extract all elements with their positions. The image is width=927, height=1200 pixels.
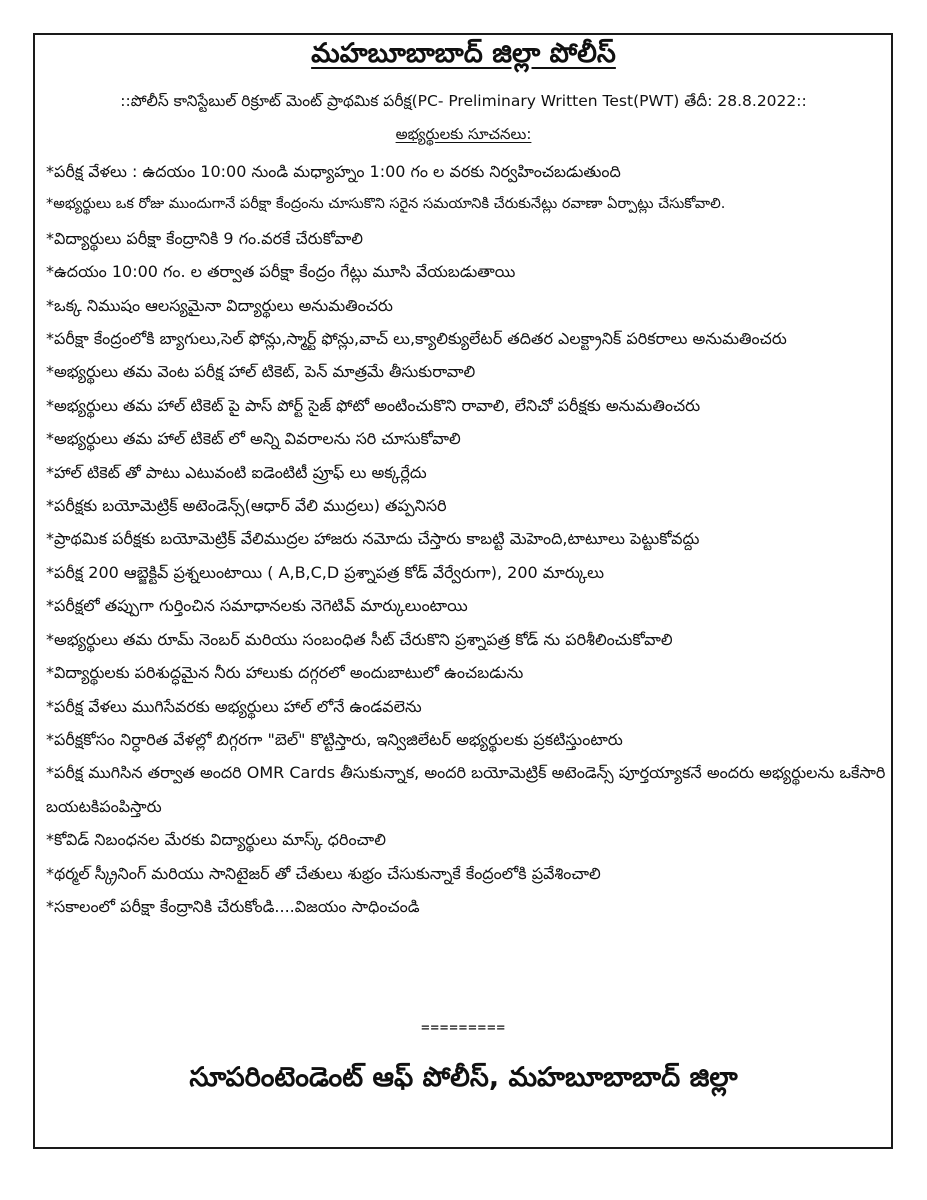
instruction-item: *పరీక్షకు బయోమెట్రిక్ అటెండెన్స్(ఆధార్ వేలి ముద్రలు) తప్పనిసరి xyxy=(46,496,447,516)
instruction-item: *పరీక్షలో తప్పుగా గుర్తించిన సమాధానలకు నెగెటివ్ మార్కులుంటాయి xyxy=(46,596,468,616)
instruction-item: *పరీక్షా కేంద్రంలోకి బ్యాగులు,సెల్ ఫోన్లు,స్మార్ట్ ఫోన్లు,వాచ్ లు,క్యాలిక్యులేటర్ తదితర ఎలక్ట్రానిక్ పరికరాలు అనుమతించరు xyxy=(46,329,787,349)
instruction-item: *పరీక్ష వేళలు ముగిసేవరకు అభ్యర్థులు హాల్ లోనే ఉండవలెను xyxy=(46,696,422,716)
instruction-item: *అభ్యర్థులు తమ రూమ్ నెంబర్ మరియు సంబంధిత సీట్ చేరుకొని ప్రశ్నాపత్ర కోడ్ ను పరిశీలించుకోవాలి xyxy=(46,629,673,649)
instruction-item: *ఉదయం 10:00 గం. ల తర్వాత పరీక్షా కేంద్రం గేట్లు మూసి వేయబడుతాయి xyxy=(46,262,516,282)
separator-line: ========= xyxy=(421,1020,506,1036)
instructions-list xyxy=(46,155,886,923)
notice-subtitle: ::పోలీస్ కానిస్టేబుల్ రిక్రూట్ మెంట్ ప్రాథమిక పరీక్ష(PC- Preliminary Written Test(PWT) తేదీ: 28.8.2022:: xyxy=(120,92,807,110)
signature-line: సూపరింటెండెంట్ ఆఫ్ పోలీస్, మహబూబాబాద్ జిల్లా xyxy=(189,1062,738,1093)
instruction-item: *ప్రాథమిక పరీక్షకు బయోమెట్రిక్ వేలిముద్రల హాజరు నమోదు చేస్తారు కాబట్టి మెహెంది,టాటూలు పెట్టుకోవద్దు xyxy=(46,529,700,549)
instruction-item: *పరీక్ష 200 ఆబ్జెక్టివ్ ప్రశ్నలుంటాయి ( A,B,C,D ప్రశ్నాపత్ర కోడ్ వేర్వేరుగా), 200 మార్కులు xyxy=(46,562,604,582)
instruction-item: *థర్మల్ స్క్రీనింగ్ మరియు సానిటైజర్ తో చేతులు శుభ్రం చేసుకున్నాకే కేంద్రంలోకి ప్రవేశించాలి xyxy=(46,863,601,883)
instruction-item: *అభ్యర్థులు తమ వెంట పరీక్ష హాల్ టికెట్, పెన్ మాత్రమే తీసుకురావాలి xyxy=(46,362,476,382)
instruction-item: *కోవిడ్ నిబంధనల మేరకు విద్యార్థులు మాస్క్ ధరించాలి xyxy=(46,830,386,850)
instruction-item: *హాల్ టికెట్ తో పాటు ఎటువంటి ఐడెంటిటీ ప్రూఫ్ లు అక్కర్లేదు xyxy=(46,462,427,482)
instruction-item: *పరీక్ష వేళలు : ఉదయం 10:00 నుండి మధ్యాహ్నం 1:00 గం ల వరకు నిర్వహించబడుతుంది xyxy=(46,162,621,181)
instruction-item: *అభ్యర్థులు ఒక రోజు ముందుగానే పరీక్షా కేంద్రంను చూసుకొని సరైన సమయానికి చేరుకునేట్లు రవాణా ఏర్పాట్లు చేసుకోవాలి. xyxy=(46,196,726,213)
instruction-item: *పరీక్షకోసం నిర్ధారిత వేళల్లో బిగ్గరగా "బెల్" కొట్టిస్తారు, ఇన్విజిలేటర్ అభ్యర్థులకు ప్రకటిస్తుంటారు xyxy=(46,729,623,749)
instruction-item: *ఒక్క నిముషం ఆలస్యమైనా విద్యార్థులు అనుమతించరు xyxy=(46,295,393,315)
instruction-item: *అభ్యర్థులు తమ హాల్ టికెట్ పై పాస్ పోర్ట్ సైజ్ ఫోటో అంటించుకొని రావాలి, లేనిచో పరీక్షకు అనుమతించరు xyxy=(46,395,701,415)
instruction-item: *విద్యార్థులు పరీక్షా కేంద్రానికి 9 గం.వరకే చేరుకోవాలి xyxy=(46,228,363,248)
instruction-item: *సకాలంలో పరీక్షా కేంద్రానికి చేరుకోండి....విజయం సాధించండి xyxy=(46,896,420,916)
instruction-item: *అభ్యర్థులు తమ హాల్ టికెట్ లో అన్ని వివరాలను సరి చూసుకోవాలి xyxy=(46,429,461,449)
instruction-item: *విద్యార్థులకు పరిశుద్ధమైన నీరు హాలుకు దగ్గరలో అందుబాటులో ఉంచబడును xyxy=(46,663,524,683)
instruction-item: *పరీక్ష ముగిసిన తర్వాత అందరి OMR Cards తీసుకున్నాక, అందరి బయోమెట్రిక్ అటెండెన్స్ పూర్తయ్యాకనే అందరు అభ్యర్థులను ఒకేసారి బయటకిపంపిస్తారు xyxy=(46,763,886,816)
notice-title: మహబూబాబాద్ జిల్లా పోలీస్ xyxy=(311,38,616,69)
instructions-heading: అభ్యర్థులకు సూచనలు: xyxy=(395,125,532,143)
